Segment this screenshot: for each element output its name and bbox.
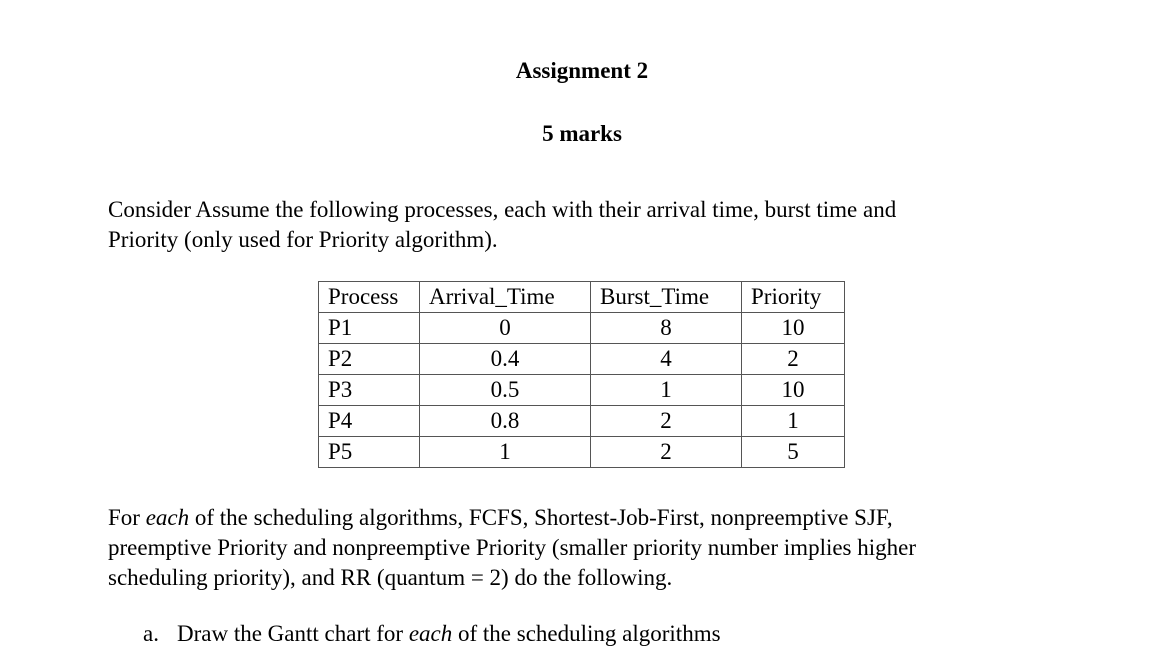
cell-arrival-time: 1 xyxy=(420,437,591,468)
item-a-text-end: of the scheduling algorithms xyxy=(452,621,721,646)
cell-arrival-time: 0.8 xyxy=(420,406,591,437)
cell-burst-time: 2 xyxy=(591,437,742,468)
cell-burst-time: 8 xyxy=(591,313,742,344)
marks-label: 5 marks xyxy=(542,121,622,146)
cell-priority: 5 xyxy=(742,437,845,468)
header-priority: Priority xyxy=(742,282,845,313)
instructions-line-1-start: For xyxy=(108,505,146,530)
table-row xyxy=(319,406,845,437)
cell-burst-time: 1 xyxy=(591,375,742,406)
cell-priority: 1 xyxy=(742,406,845,437)
cell-priority: 10 xyxy=(742,375,845,406)
list-item-a xyxy=(143,619,721,649)
table-row xyxy=(319,344,845,375)
cell-arrival-time: 0 xyxy=(420,313,591,344)
assignment-title: Assignment 2 xyxy=(515,58,649,83)
header-burst-time: Burst_Time xyxy=(591,282,742,313)
table-header-row xyxy=(319,282,845,313)
instructions-paragraph xyxy=(108,503,1068,593)
process-table xyxy=(318,281,845,468)
cell-arrival-time: 0.5 xyxy=(420,375,591,406)
emphasis-each: each xyxy=(408,621,453,646)
instructions-line-2: preemptive Priority and nonpreemptive Priority (smaller priority number implies higher xyxy=(108,535,917,560)
cell-process: P3 xyxy=(319,375,420,406)
cell-process: P2 xyxy=(319,344,420,375)
intro-line-2: Priority (only used for Priority algorithm). xyxy=(108,227,498,252)
item-a-text-start: Draw the Gantt chart for xyxy=(177,621,409,646)
emphasis-each: each xyxy=(145,505,190,530)
cell-process: P4 xyxy=(319,406,420,437)
list-marker: a. xyxy=(143,621,159,646)
cell-process: P1 xyxy=(319,313,420,344)
header-process: Process xyxy=(319,282,420,313)
cell-burst-time: 4 xyxy=(591,344,742,375)
instructions-line-1-end: of the scheduling algorithms, FCFS, Shortest-Job-First, nonpreemptive SJF, xyxy=(189,505,893,530)
cell-arrival-time: 0.4 xyxy=(420,344,591,375)
header-arrival-time: Arrival_Time xyxy=(420,282,591,313)
table-row xyxy=(319,375,845,406)
cell-process: P5 xyxy=(319,437,420,468)
table-row xyxy=(319,313,845,344)
intro-line-1: Consider Assume the following processes, each with their arrival time, burst time and xyxy=(108,197,897,222)
cell-priority: 10 xyxy=(742,313,845,344)
intro-paragraph xyxy=(108,195,1068,255)
instructions-line-3: scheduling priority), and RR (quantum = 2) do the following. xyxy=(108,565,673,590)
table-row xyxy=(319,437,845,468)
cell-burst-time: 2 xyxy=(591,406,742,437)
cell-priority: 2 xyxy=(742,344,845,375)
